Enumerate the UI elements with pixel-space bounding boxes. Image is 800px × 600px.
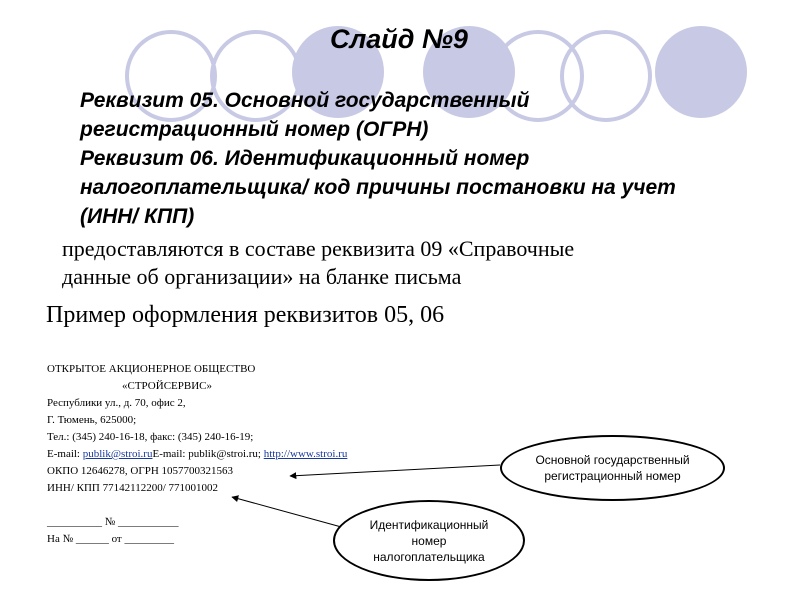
org-okpo-ogrn: ОКПО 12646278, ОГРН 1057700321563 [47, 465, 234, 477]
paragraph-line: данные об организации» на бланке письма [62, 264, 462, 289]
org-name: ОТКРЫТОЕ АКЦИОНЕРНОЕ ОБЩЕСТВО [47, 363, 256, 375]
blank-line: __________ № ___________ [47, 516, 179, 528]
email-link[interactable]: publik@stroi.ru [82, 448, 153, 460]
org-inn-kpp: ИНН/ КПП 77142112200/ 771001002 [47, 482, 219, 494]
org-address-line: Г. Тюмень, 625000; [47, 414, 137, 426]
email-mid: E-mail: publik@stroi.ru; [152, 448, 264, 460]
inn-callout [333, 500, 525, 581]
inn-arrow [232, 497, 345, 528]
ogrn-callout-line: Основной государственный [535, 453, 690, 467]
web-link[interactable]: http://www.stroi.ru [263, 448, 348, 460]
heading-line: налогоплательщика/ код причины постановки на учет [80, 176, 676, 199]
blank-line: На № ______ от _________ [47, 533, 174, 545]
heading-line: регистрационный номер (ОГРН) [80, 118, 429, 141]
heading-line: Реквизит 05. Основной государственный [80, 89, 530, 112]
inn-callout-line: Идентификационный [369, 517, 489, 532]
ogrn-arrow [290, 465, 500, 476]
org-phone: Тел.: (345) 240-16-18, факс: (345) 240-16-19; [47, 431, 254, 443]
example-heading: Пример оформления реквизитов 05, 06 [46, 302, 445, 328]
email-prefix: E-mail: [47, 448, 83, 460]
heading-line: (ИНН/ КПП) [80, 205, 195, 228]
org-address-line: Республики ул., д. 70, офис 2, [47, 397, 186, 409]
paragraph-line: предоставляются в составе реквизита 09 «Справочные [62, 236, 575, 261]
heading-line: Реквизит 06. Идентификационный номер [80, 147, 530, 170]
slide-title: Слайд №9 [330, 24, 468, 54]
ogrn-callout-line: регистрационный номер [544, 469, 681, 483]
inn-callout-line: номер [411, 533, 447, 548]
org-name-quoted: «СТРОЙСЕРВИС» [122, 380, 212, 392]
inn-callout-line: налогоплательщика [373, 549, 485, 564]
ogrn-callout [500, 435, 725, 501]
